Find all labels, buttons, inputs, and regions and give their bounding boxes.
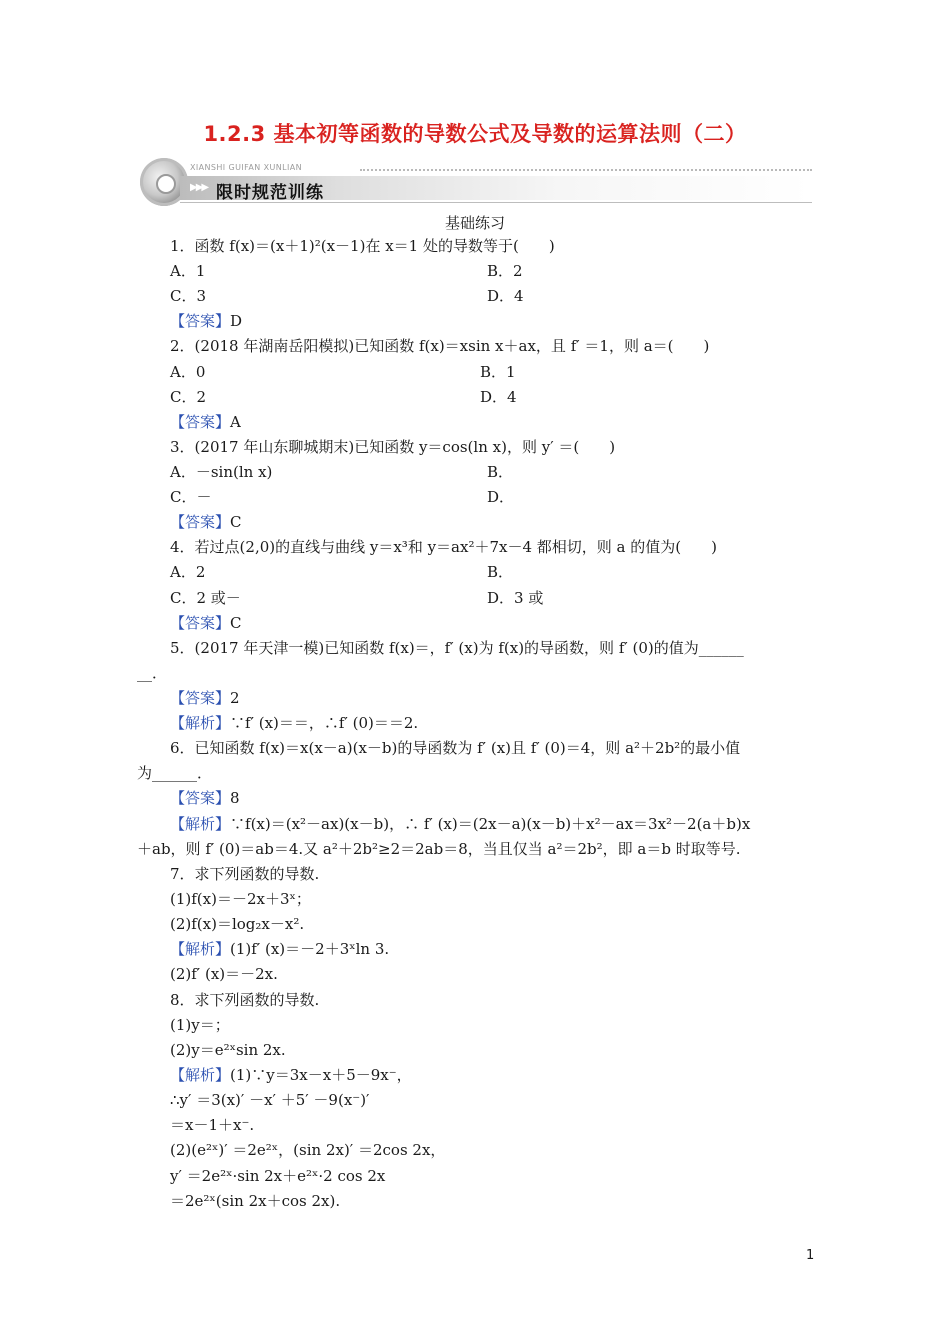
question-1: 1．函数 f(x)＝(x＋1)²(x－1)在 x＝1 处的导数等于( ) [170,237,555,255]
analysis-continued: ∴y′ ＝3(x)′ －x′ ＋5′ －9(x⁻)′ [170,1091,370,1109]
option-a: A．1 [170,262,206,280]
option-b: B． [487,563,514,581]
answer-tag: 【答案】 [170,413,231,431]
question-3: 3．(2017 年山东聊城期末)已知函数 y＝cos(ln x)，则 y′ ＝( ) [170,438,616,456]
answer-tag: 【答案】 [170,513,231,531]
option-c: C．2 或－ [170,589,241,607]
question-6: 6．已知函数 f(x)＝x(x－a)(x－b)的导函数为 f′ (x)且 f′ (0)＝4，则 a²＋2b²的最小值 [170,739,741,757]
analysis-line [170,1065,412,1085]
option-b: B． [487,463,514,481]
analysis-continued: (2)(e²ˣ)′ ＝2e²ˣ，(sin 2x)′ ＝2cos 2x， [170,1141,446,1159]
analysis-continued: ＝x－1＋x⁻. [170,1116,255,1134]
analysis-text: (1)f′ (x)＝－2＋3ˣln 3. [230,940,390,958]
question-4: 4．若过点(2,0)的直线与曲线 y＝x³和 y＝ax²＋7x－4 都相切，则 a 的值为( ) [170,538,717,556]
question-8-part-1: (1)y＝； [170,1016,230,1034]
analysis-line [170,939,389,959]
option-c: C．3 [170,287,207,305]
document-title: 1.2.3 基本初等函数的导数公式及导数的运算法则（二） [203,122,747,146]
answer-value: A [230,413,241,431]
answer-value: 2 [230,689,240,707]
answer-tag: 【答案】 [170,789,231,807]
analysis-continued: (2)f′ (x)＝－2x. [170,965,278,983]
analysis-text: ∵f(x)＝(x²－ax)(x－b)，∴ f′ (x)＝(2x－a)(x－b)＋x²－ax＝3x²－2(a＋b)x [230,815,751,833]
section-banner [140,158,812,208]
question-6-continued: 为______． [137,764,213,782]
answer-line [170,788,240,808]
question-7: 7．求下列函数的导数. [170,865,320,883]
question-8: 8．求下列函数的导数. [170,991,320,1009]
analysis-continued: ＝2e²ˣ(sin 2x＋cos 2x). [170,1192,341,1210]
option-b: B．1 [480,363,516,381]
analysis-tag: 【解析】 [170,1066,231,1084]
answer-tag: 【答案】 [170,614,231,632]
answer-tag: 【答案】 [170,689,231,707]
answer-tag: 【答案】 [170,312,231,330]
analysis-line [170,713,418,733]
answer-value: D [230,312,243,330]
option-b: B．2 [487,262,523,280]
analysis-tag: 【解析】 [170,714,231,732]
analysis-tag: 【解析】 [170,815,231,833]
dotted-divider [360,169,812,171]
question-5-continued: __． [137,664,168,682]
answer-value: C [230,513,242,531]
analysis-continued: ＋ab，则 f′ (0)＝ab＝4.又 a²＋2b²≥2＝2ab＝8，当且仅当 a²＝2b²，即 a＝b 时取等号. [137,840,741,858]
analysis-tag: 【解析】 [170,940,231,958]
question-8-part-2: (2)y＝e²ˣsin 2x. [170,1041,286,1059]
banner-pinyin: XIANSHI GUIFAN XUNLIAN [190,163,302,172]
answer-line [170,412,241,432]
option-c: C．－ [170,488,212,506]
answer-value: C [230,614,242,632]
question-2: 2．(2018 年湖南岳阳模拟)已知函数 f(x)＝xsin x＋ax，且 f′ ＝1，则 a＝( ) [170,337,710,355]
question-7-part-1: (1)f(x)＝－2x＋3ˣ； [170,890,311,908]
banner-rule [180,202,812,203]
option-d: D．4 [480,388,517,406]
analysis-continued: y′ ＝2e²ˣ·sin 2x＋e²ˣ·2 cos 2x [170,1167,386,1185]
option-d: D．3 或 [487,589,544,607]
option-d: D． [487,488,515,506]
answer-line [170,688,240,708]
question-5: 5．(2017 年天津一模)已知函数 f(x)＝，f′ (x)为 f(x)的导函数，则 f′ (0)的值为______ [170,639,744,657]
analysis-text: ∵f′ (x)＝＝，∴f′ (0)＝＝2. [230,714,419,732]
answer-line [170,311,242,331]
page-number: 1 [806,1248,815,1263]
banner-heading: 限时规范训练 [216,183,324,203]
analysis-line [170,814,750,834]
question-7-part-2: (2)f(x)＝log₂x－x². [170,915,305,933]
option-a: A．－sin(ln x) [170,463,273,481]
answer-line [170,512,242,532]
arrows-icon: ▶▶▶ [190,182,208,193]
answer-line [170,613,242,633]
option-a: A．0 [170,363,206,381]
option-a: A．2 [170,563,206,581]
option-c: C．2 [170,388,207,406]
answer-value: 8 [230,789,240,807]
analysis-text: (1)∵y＝3x－x＋5－9x⁻， [230,1066,412,1084]
option-d: D．4 [487,287,524,305]
section-subtitle: 基础练习 [444,214,505,232]
